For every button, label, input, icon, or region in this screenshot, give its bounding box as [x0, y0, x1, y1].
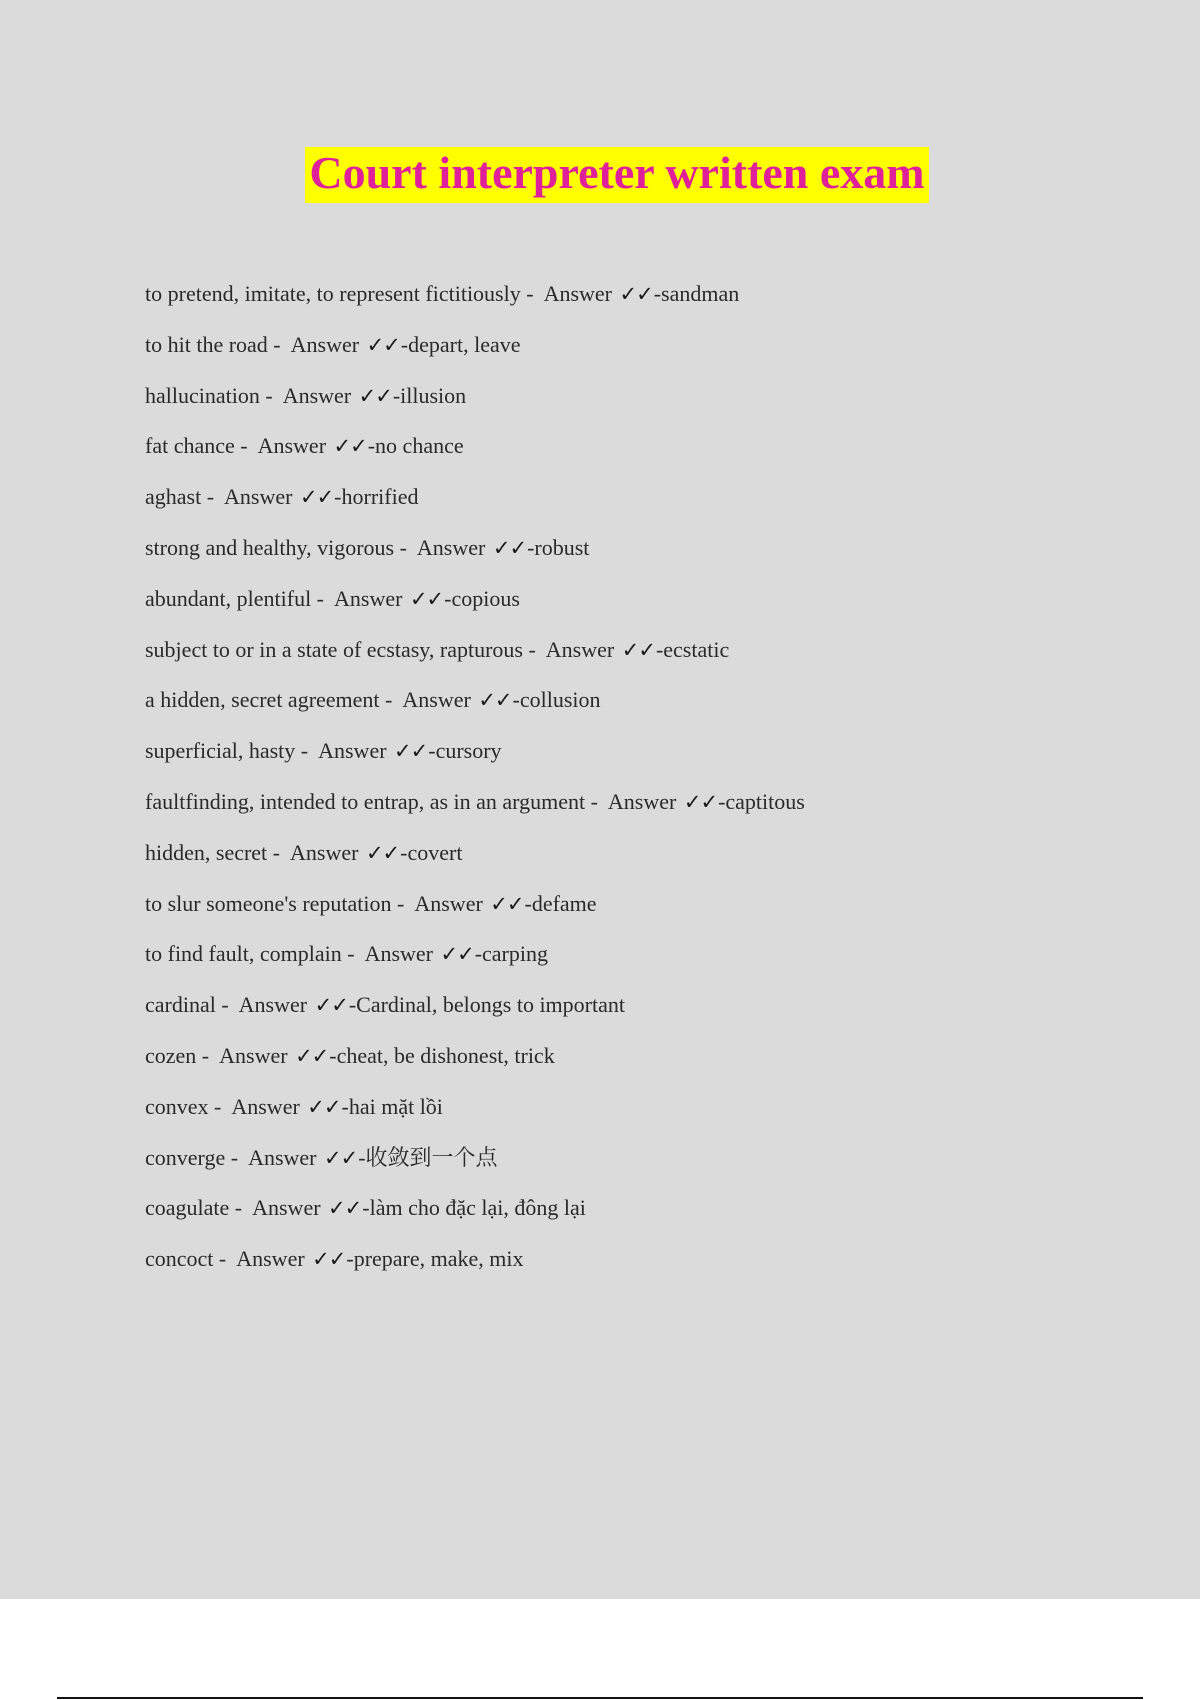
qa-answer: -robust — [527, 534, 590, 560]
qa-item — [145, 1091, 1145, 1142]
qa-item — [145, 329, 1145, 380]
qa-item — [145, 989, 1145, 1040]
double-check-icon: ✓✓ — [621, 637, 655, 662]
double-check-icon: ✓✓ — [683, 789, 718, 814]
qa-term: convex - — [145, 1093, 222, 1119]
double-check-icon: ✓✓ — [365, 840, 400, 865]
qa-answer: -carping — [474, 941, 548, 967]
qa-term: to pretend, imitate, to represent fictitiously - — [145, 281, 534, 306]
answer-label: Answer — [231, 1093, 300, 1119]
qa-item — [145, 938, 1145, 989]
qa-term: fat chance - — [145, 433, 248, 459]
qa-answer: -làm cho đặc lại, đông lại — [362, 1195, 586, 1221]
qa-answer: -prepare, make, mix — [346, 1246, 524, 1272]
double-check-icon: ✓✓ — [324, 1145, 358, 1170]
qa-answer: -depart, leave — [400, 331, 521, 357]
qa-answer: -defame — [524, 890, 597, 916]
qa-term: to find fault, complain - — [145, 941, 355, 967]
double-check-icon: ✓✓ — [478, 688, 512, 713]
double-check-icon: ✓✓ — [299, 485, 334, 510]
answer-label: Answer — [290, 331, 360, 357]
qa-item — [145, 583, 1145, 634]
double-check-icon: ✓✓ — [440, 942, 474, 967]
qa-item — [145, 380, 1145, 431]
answer-label: Answer — [219, 1042, 288, 1068]
double-check-icon: ✓✓ — [312, 1247, 346, 1272]
qa-answer: -Cardinal, belongs to important — [348, 992, 625, 1018]
answer-label: Answer — [402, 687, 471, 713]
qa-term: aghast - — [145, 484, 215, 510]
qa-term: a hidden, secret agreement - — [145, 687, 393, 713]
qa-item — [145, 430, 1145, 481]
answer-label: Answer — [416, 534, 486, 560]
qa-answer: -collusion — [512, 687, 601, 713]
qa-item — [145, 634, 1145, 685]
qa-term: faultfinding, intended to entrap, as in an argument - — [145, 788, 598, 814]
qa-answer: -ecstatic — [655, 636, 730, 662]
double-check-icon: ✓✓ — [394, 739, 428, 764]
double-check-icon: ✓✓ — [307, 1094, 341, 1119]
qa-term: hallucination - — [145, 382, 273, 408]
qa-answer: -illusion — [392, 382, 467, 408]
qa-answer: -copious — [444, 585, 520, 611]
qa-item — [145, 684, 1145, 735]
qa-term: cozen - — [145, 1042, 210, 1068]
answer-label: Answer — [318, 738, 387, 764]
qa-answer: -cursory — [428, 738, 502, 764]
qa-answer: -captitous — [718, 788, 805, 814]
qa-item — [145, 1243, 1145, 1294]
title-wrapper — [0, 147, 1200, 203]
double-check-icon: ✓✓ — [490, 891, 524, 916]
footer-divider — [57, 1697, 1143, 1699]
qa-item — [145, 278, 1145, 329]
qa-answer: -covert — [400, 839, 463, 865]
answer-label: Answer — [607, 788, 677, 814]
qa-term: subject to or in a state of ecstasy, rapturous - — [145, 636, 536, 662]
qa-answer: -hai mặt lồi — [341, 1093, 443, 1119]
answer-label: Answer — [257, 433, 327, 459]
qa-term: abundant, plentiful - — [145, 585, 325, 611]
qa-term: superficial, hasty - — [145, 738, 309, 764]
answer-label: Answer — [334, 585, 403, 611]
qa-term: concoct - — [145, 1246, 227, 1272]
page-title: Court interpreter written exam — [305, 147, 928, 203]
double-check-icon: ✓✓ — [492, 535, 527, 560]
qa-item — [145, 481, 1145, 532]
qa-term: converge - — [145, 1144, 239, 1170]
qa-term: to hit the road - — [145, 331, 281, 357]
qa-item — [145, 532, 1145, 583]
double-check-icon: ✓✓ — [328, 1196, 362, 1221]
answer-label: Answer — [236, 1246, 305, 1272]
double-check-icon: ✓✓ — [314, 993, 348, 1018]
qa-item — [145, 1192, 1145, 1243]
qa-answer: -cheat, be dishonest, trick — [329, 1042, 555, 1068]
double-check-icon: ✓✓ — [295, 1043, 329, 1068]
double-check-icon: ✓✓ — [333, 434, 367, 459]
qa-term: cardinal - — [145, 992, 229, 1018]
qa-answer: -horrified — [334, 484, 419, 510]
answer-label: Answer — [364, 941, 433, 967]
qa-term: to slur someone's reputation - — [145, 890, 405, 916]
answer-label: Answer — [290, 839, 359, 865]
qa-answer: -收敛到一个点 — [358, 1144, 498, 1170]
answer-label: Answer — [252, 1195, 321, 1221]
double-check-icon: ✓✓ — [409, 586, 444, 611]
qa-term: coagulate - — [145, 1195, 243, 1221]
qa-item — [145, 888, 1145, 939]
answer-label: Answer — [282, 382, 352, 408]
qa-item — [145, 837, 1145, 888]
qa-answer: -no chance — [367, 433, 464, 459]
answer-label: Answer — [545, 636, 615, 662]
qa-term: strong and healthy, vigorous - — [145, 534, 407, 560]
double-check-icon: ✓✓ — [619, 282, 653, 306]
qa-term: hidden, secret - — [145, 839, 280, 865]
answer-label: Answer — [543, 281, 612, 306]
answer-label: Answer — [414, 890, 483, 916]
qa-item — [145, 735, 1145, 786]
answer-label: Answer — [238, 992, 308, 1018]
qa-item — [145, 1040, 1145, 1091]
qa-item — [145, 1142, 1145, 1193]
qa-answer: -sandman — [653, 281, 740, 306]
double-check-icon: ✓✓ — [366, 332, 400, 357]
double-check-icon: ✓✓ — [358, 383, 392, 408]
qa-item — [145, 786, 1145, 837]
answer-label: Answer — [248, 1144, 317, 1170]
qa-list — [145, 278, 1145, 1294]
answer-label: Answer — [224, 484, 293, 510]
